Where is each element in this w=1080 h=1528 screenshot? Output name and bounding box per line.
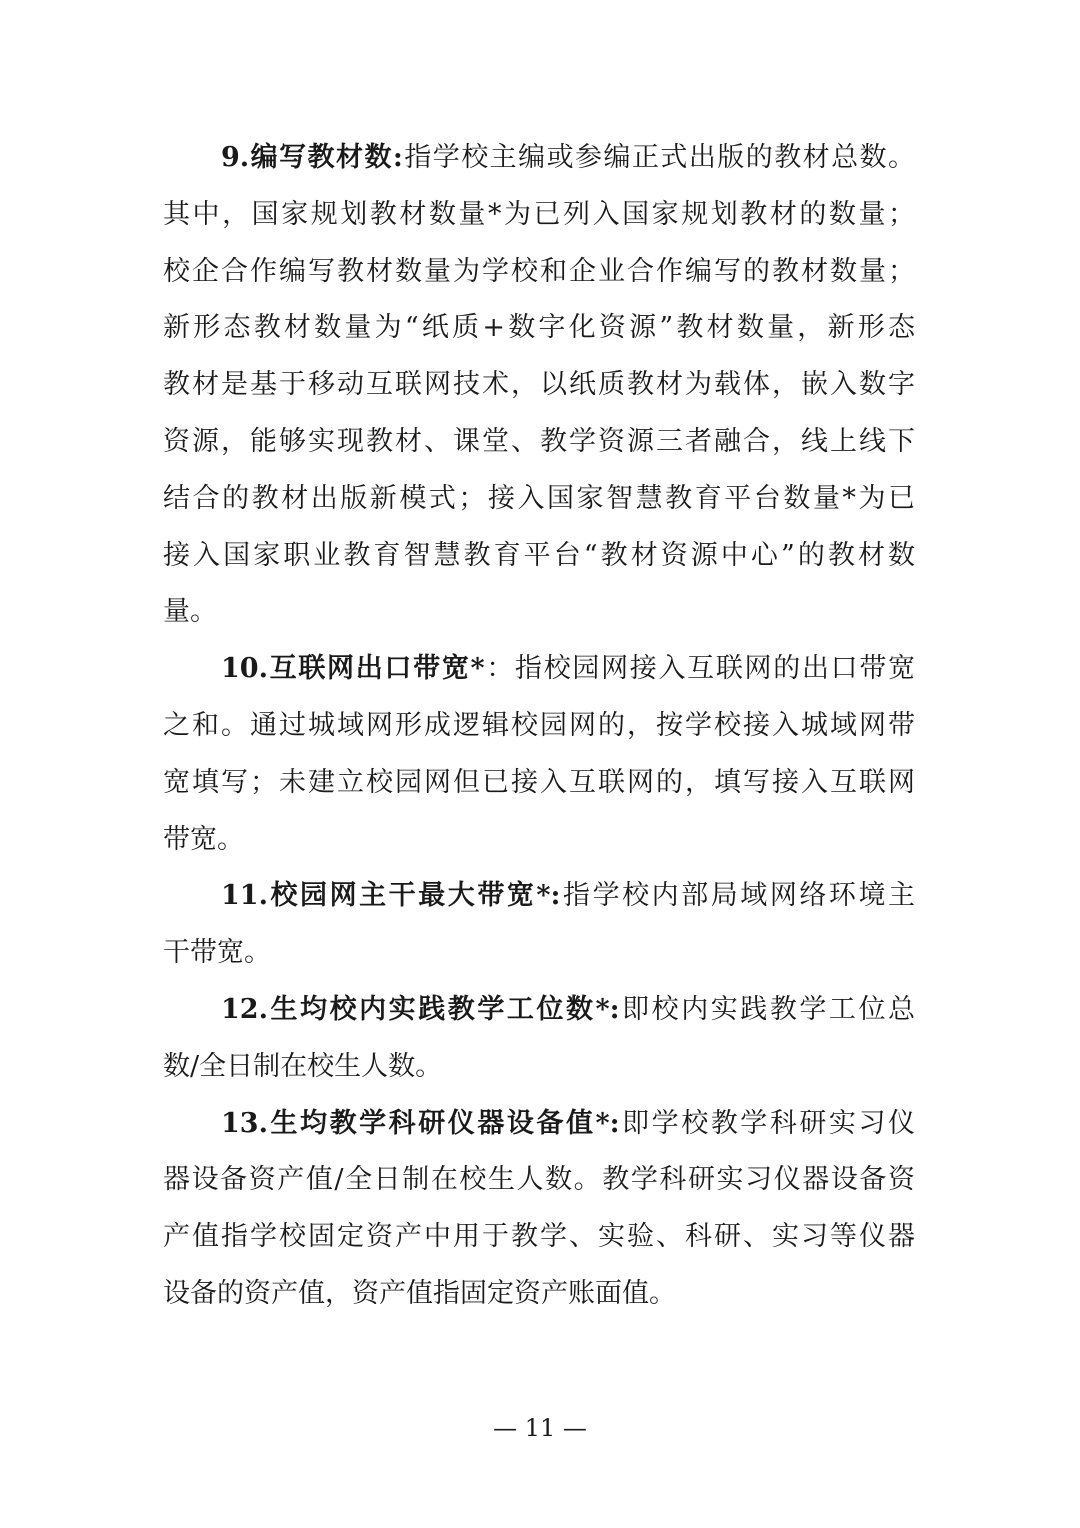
- term-13: 13.生均教学科研仪器设备值*:: [221, 1107, 620, 1139]
- paragraph-9-line-5: 教材是基于移动互联网技术，以纸质教材为载体，嵌入数字: [163, 369, 915, 401]
- paragraph-9-line-4: 新形态教材数量为“纸质+数字化资源”教材数量，新形态: [163, 312, 915, 344]
- term-9: 9.编写教材数:: [221, 142, 403, 173]
- paragraph-9-line-8: 接入国家职业教育智慧教育平台“教材资源中心”的教材数: [163, 539, 915, 571]
- paragraph-9-line-2: 其中，国家规划教材数量*为已列入国家规划教材的数量；: [163, 198, 915, 230]
- paragraph-10-text: ：指校园网接入互联网的出口带宽: [484, 653, 915, 685]
- paragraph-9-line-1: [163, 130, 915, 187]
- paragraph-12-line-2: 数/全日制在校生人数。: [163, 1050, 443, 1082]
- paragraph-13-line-2: 器设备资产值/全日制在校生人数。教学科研实习仪器设备资: [163, 1164, 915, 1196]
- paragraph-9-line-9: 量。: [163, 596, 217, 628]
- paragraph-9-line-6: 资源，能够实现教材、课堂、教学资源三者融合，线上线下: [163, 425, 915, 457]
- paragraph-10-line-2: 之和。通过城域网形成逻辑校园网的，按学校接入城域网带: [163, 709, 915, 741]
- paragraph-11-line-1: [163, 868, 915, 925]
- paragraph-11-line-2: 干带宽。: [163, 937, 271, 969]
- paragraph-9-line-3: 校企合作编写教材数量为学校和企业合作编写的教材数量；: [163, 255, 915, 287]
- paragraph-9-line-7: 结合的教材出版新模式；接入国家智慧教育平台数量*为已: [163, 482, 915, 514]
- paragraph-13-text: 即学校教学科研实习仪: [619, 1107, 915, 1139]
- paragraph-9-text: 指学校主编或参编正式出版的教材总数。: [402, 142, 915, 173]
- term-11: 11.校园网主干最大带宽*:: [221, 880, 561, 912]
- term-12: 12.生均校内实践教学工位数*:: [221, 993, 620, 1025]
- paragraph-10-line-3: 宽填写；未建立校园网但已接入互联网的，填写接入互联网: [163, 766, 915, 798]
- term-10: 10.互联网出口带宽*: [221, 653, 485, 685]
- paragraph-13-line-4: 设备的资产值，资产值指固定资产账面值。: [163, 1277, 676, 1309]
- page-number: — 11 —: [493, 1414, 587, 1442]
- paragraph-12-text: 即校内实践教学工位总: [619, 993, 915, 1025]
- document-body: [163, 130, 915, 1323]
- paragraph-12-line-1: [163, 982, 915, 1039]
- paragraph-11-text: 指学校内部局域网络环境主: [560, 880, 915, 912]
- paragraph-13-line-1: [163, 1096, 915, 1153]
- paragraph-10-line-4: 带宽。: [163, 823, 244, 855]
- paragraph-13-line-3: 产值指学校固定资产中用于教学、实验、科研、实习等仪器: [163, 1221, 915, 1253]
- paragraph-10-line-1: [163, 641, 915, 698]
